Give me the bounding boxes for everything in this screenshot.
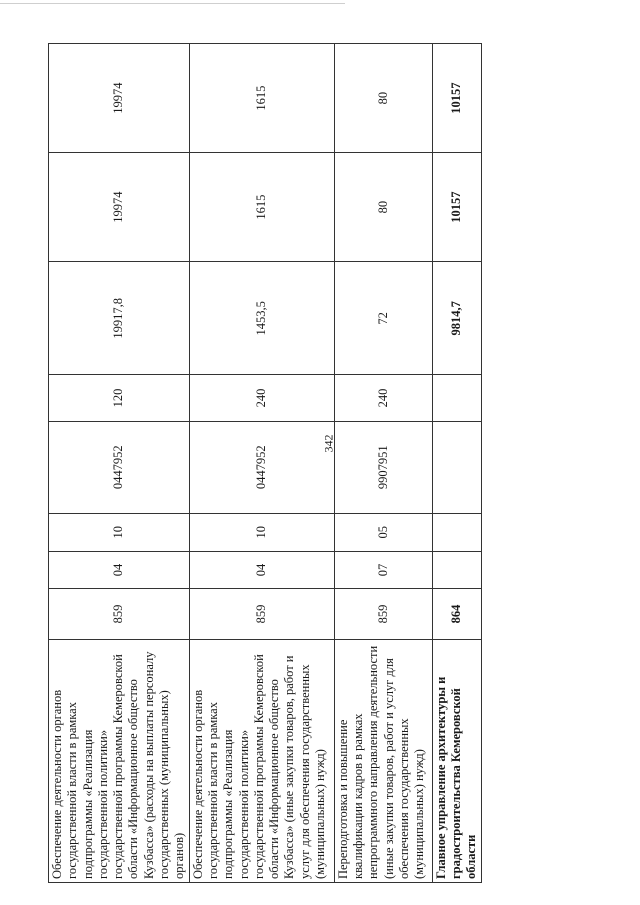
- cell-section: 07: [334, 551, 432, 589]
- cell-sum-1: 9814,7: [432, 262, 481, 375]
- cell-sum-3: 1615: [189, 44, 334, 153]
- cell-subsection: 10: [49, 513, 190, 551]
- cell-subsection: 10: [189, 513, 334, 551]
- cell-ved: 859: [49, 589, 190, 639]
- row-description: Главное управление архитектуры и градостроительства Кемеровской области: [432, 639, 481, 882]
- cell-expense-type: 240: [334, 375, 432, 421]
- cell-target-article: 0447952: [49, 421, 190, 513]
- cell-sum-2: 19974: [49, 153, 190, 262]
- cell-ved: 859: [189, 589, 334, 639]
- budget-table: [48, 43, 482, 883]
- cell-target-article: 0447952: [189, 421, 334, 513]
- cell-subsection: 05: [334, 513, 432, 551]
- table-row-total: [432, 44, 481, 883]
- cell-sum-2: 80: [334, 153, 432, 262]
- cell-section: [432, 551, 481, 589]
- cell-ved: 859: [334, 589, 432, 639]
- row-description: Обеспечение деятельности органов государственной власти в рамках подпрограммы «Реализация государственной политики» государственной программы Кемеровской области «Информационное общество Кузбасса» (иные закупки товаров, работ и услуг для обеспечения государственных (муниципальных) нужд): [189, 639, 334, 882]
- row-description: Переподготовка и повышение квалификации кадров в рамках непрограммного направления деятельности (иные закупки товаров, работ и услуг для обеспечения государственных (муниципальных) нужд): [334, 639, 432, 882]
- page-number: 342: [321, 434, 336, 453]
- table-row: [334, 44, 432, 883]
- cell-sum-2: 10157: [432, 153, 481, 262]
- cell-sum-3: 19974: [49, 44, 190, 153]
- cell-sum-3: 80: [334, 44, 432, 153]
- cell-subsection: [432, 513, 481, 551]
- cell-sum-3: 10157: [432, 44, 481, 153]
- table-row: [49, 44, 190, 883]
- cell-section: 04: [189, 551, 334, 589]
- cell-target-article: 9907951: [334, 421, 432, 513]
- cell-expense-type: [432, 375, 481, 421]
- cell-expense-type: 120: [49, 375, 190, 421]
- cell-sum-1: 1453,5: [189, 262, 334, 375]
- cell-sum-1: 72: [334, 262, 432, 375]
- top-rule: [0, 3, 345, 4]
- cell-target-article: [432, 421, 481, 513]
- rotated-table-sheet: [48, 43, 479, 883]
- cell-expense-type: 240: [189, 375, 334, 421]
- cell-ved: 864: [432, 589, 481, 639]
- cell-section: 04: [49, 551, 190, 589]
- cell-sum-1: 19917,8: [49, 262, 190, 375]
- cell-sum-2: 1615: [189, 153, 334, 262]
- row-description: Обеспечение деятельности органов государственной власти в рамках подпрограммы «Реализация государственной политики» государственной программы Кемеровской области «Информационное общество Кузбасса» (расходы на выплаты персоналу государственных (муниципальных) органов): [49, 639, 190, 882]
- table-row: [189, 44, 334, 883]
